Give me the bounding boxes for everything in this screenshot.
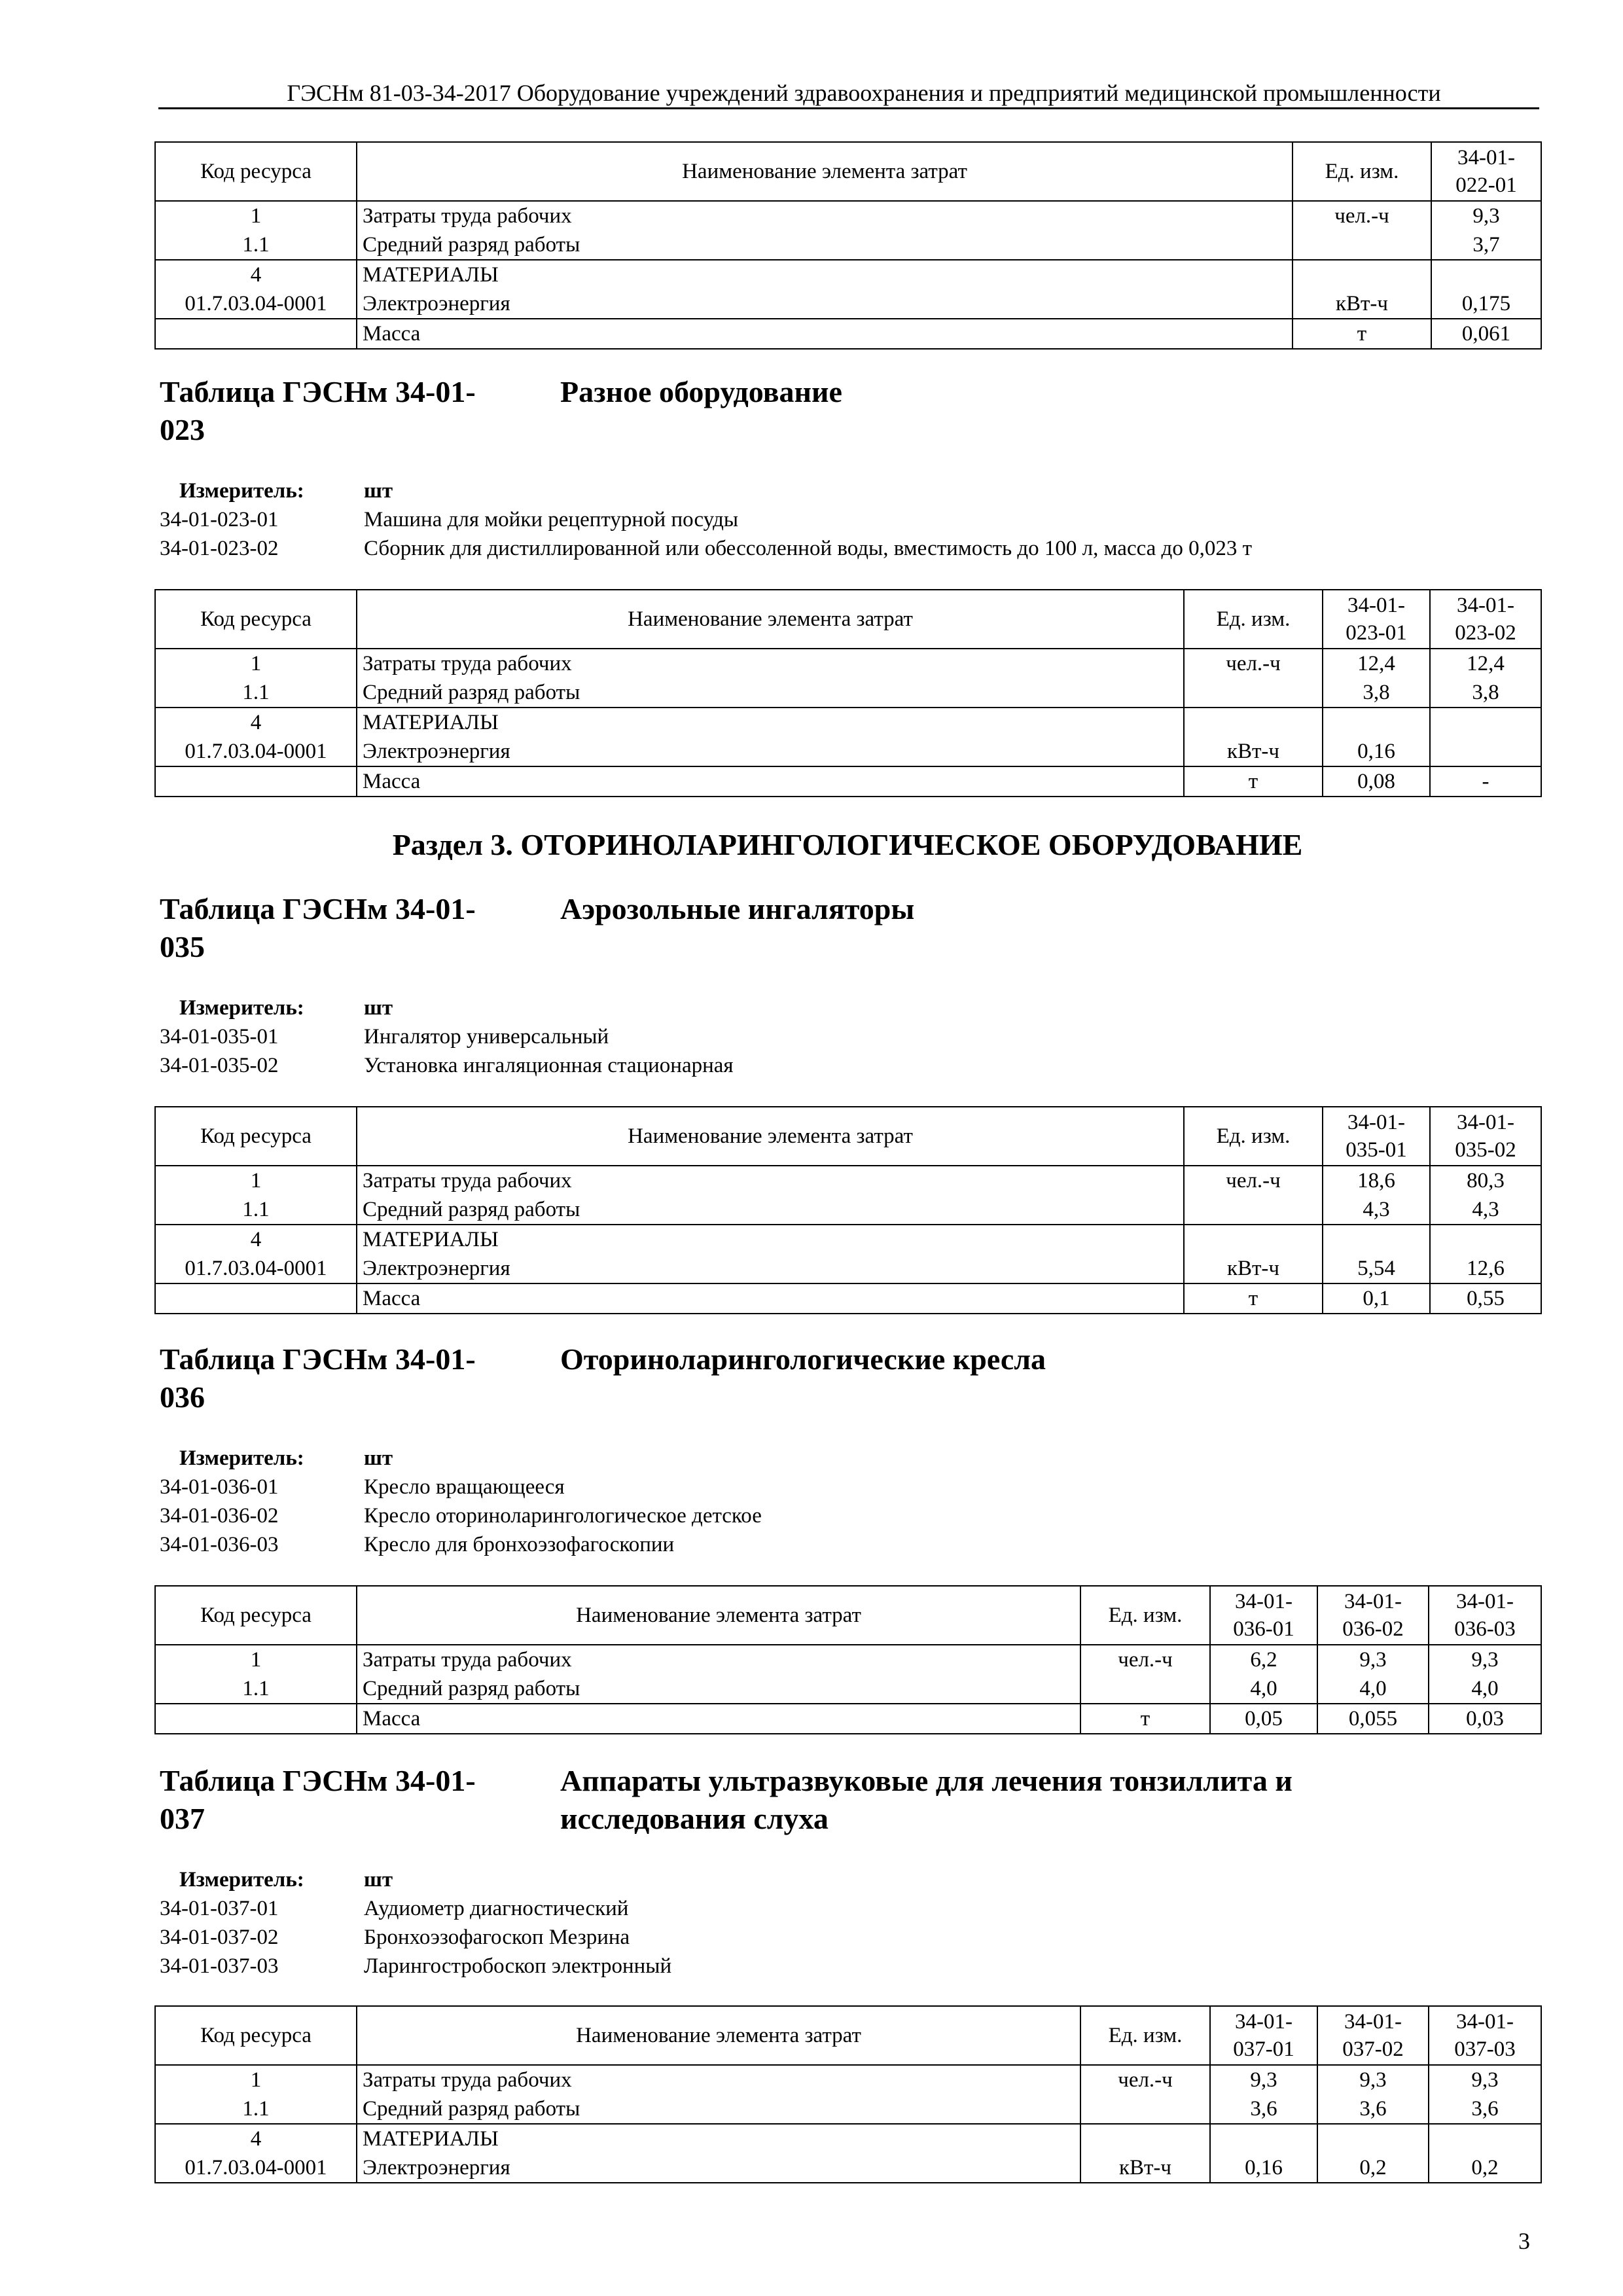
- cell-unit: т: [1184, 766, 1323, 797]
- col-header-name: Наименование элемента затрат: [357, 1107, 1184, 1166]
- col-header-norm: 34-01- 035-02: [1430, 1107, 1541, 1166]
- measure-unit: шт: [364, 479, 393, 503]
- col-header-norm: 34-01- 036-03: [1429, 1586, 1541, 1645]
- item-text: Аудиометр диагностический: [364, 1897, 629, 1920]
- cell-value: 4,0: [1317, 1674, 1429, 1704]
- cell-unit: [1184, 678, 1323, 708]
- cost-table-023: [154, 589, 1542, 797]
- cell-value: 12,4: [1430, 649, 1541, 678]
- cell-name: Средний разряд работы: [357, 1674, 1080, 1704]
- cell-code: 1: [155, 2065, 357, 2094]
- cell-value: 3,6: [1317, 2094, 1429, 2124]
- item-text: Установка ингаляционная стационарная: [364, 1054, 734, 1077]
- cell-code: [155, 1704, 357, 1734]
- cell-value: 12,6: [1430, 1254, 1541, 1283]
- header-rule: [158, 107, 1539, 109]
- cell-value: 9,3: [1429, 2065, 1541, 2094]
- cell-code: 4: [155, 2124, 357, 2153]
- measure-label: Измеритель:: [179, 479, 304, 503]
- page-header-title: ГЭСНм 81-03-34-2017 Оборудование учреждений здравоохранения и предприятий медицинской промышленности: [287, 80, 1441, 106]
- table-name-037: Аппараты ультразвуковые для лечения тонзиллита и исследования слуха: [560, 1764, 1293, 1835]
- cell-value: 9,3: [1429, 1645, 1541, 1674]
- cell-code: 1: [155, 1645, 357, 1674]
- col-header-norm: 34-01- 037-03: [1429, 2006, 1541, 2065]
- cell-name: Масса: [357, 1704, 1080, 1734]
- cell-value: 4,0: [1210, 1674, 1317, 1704]
- table-name-035: Аэрозольные ингаляторы: [560, 892, 915, 925]
- cell-value: 9,3: [1210, 2065, 1317, 2094]
- cell-code: [155, 1283, 357, 1314]
- cell-unit: чел.-ч: [1080, 1645, 1210, 1674]
- col-header-unit: Ед. изм.: [1293, 142, 1431, 201]
- cell-value: [1323, 1225, 1430, 1254]
- cell-code: 01.7.03.04-0001: [155, 289, 357, 319]
- table-row: [155, 678, 1541, 708]
- item-text: Машина для мойки рецептурной посуды: [364, 508, 739, 531]
- table-row: [155, 1283, 1541, 1314]
- table-row: [155, 201, 1541, 230]
- cell-name: МАТЕРИАЛЫ: [357, 2124, 1080, 2153]
- cost-table-037: [154, 2005, 1542, 2183]
- table-row: [155, 1704, 1541, 1734]
- table-row: [155, 289, 1541, 319]
- cell-name: Масса: [357, 319, 1293, 349]
- cell-unit: [1080, 2124, 1210, 2153]
- col-header-code: Код ресурса: [155, 2006, 357, 2065]
- cell-code: 1.1: [155, 678, 357, 708]
- table-name-023: Разное оборудование: [560, 375, 842, 408]
- cell-value: 3,7: [1431, 230, 1541, 260]
- table-row: [155, 766, 1541, 797]
- item-text: Бронхоэзофагоскоп Мезрина: [364, 1926, 630, 1949]
- item-text: Кресло для бронхоэзофагоскопии: [364, 1533, 675, 1556]
- cell-code: 1: [155, 201, 357, 230]
- col-header-unit: Ед. изм.: [1184, 1107, 1323, 1166]
- cell-value: 0,2: [1429, 2153, 1541, 2183]
- cell-name: Затраты труда рабочих: [357, 1645, 1080, 1674]
- cell-name: МАТЕРИАЛЫ: [357, 260, 1293, 289]
- cell-value: 0,03: [1429, 1704, 1541, 1734]
- cell-code: 4: [155, 260, 357, 289]
- item-code: 34-01-035-01: [160, 1025, 279, 1049]
- cell-unit: т: [1293, 319, 1431, 349]
- cell-unit: чел.-ч: [1184, 649, 1323, 678]
- table-row: [155, 1166, 1541, 1195]
- cell-value: [1210, 2124, 1317, 2153]
- cost-table-022: [154, 141, 1542, 350]
- cell-value: [1430, 708, 1541, 737]
- item-text: Ларингостробоскоп электронный: [364, 1954, 672, 1978]
- cell-name: Затраты труда рабочих: [357, 201, 1293, 230]
- cell-value: [1430, 737, 1541, 766]
- table-row: [155, 319, 1541, 349]
- cell-name: Электроэнергия: [357, 2153, 1080, 2183]
- col-header-name: Наименование элемента затрат: [357, 142, 1293, 201]
- cell-unit: кВт-ч: [1184, 737, 1323, 766]
- item-code: 34-01-037-01: [160, 1897, 279, 1920]
- cell-name: Электроэнергия: [357, 1254, 1184, 1283]
- cell-unit: [1293, 230, 1431, 260]
- table-row: [155, 1674, 1541, 1704]
- cell-value: 4,0: [1429, 1674, 1541, 1704]
- col-header-norm: 34-01- 036-01: [1210, 1586, 1317, 1645]
- cell-name: МАТЕРИАЛЫ: [357, 1225, 1184, 1254]
- table-row: [155, 737, 1541, 766]
- col-header-norm: 34-01- 036-02: [1317, 1586, 1429, 1645]
- cell-value: 12,4: [1323, 649, 1430, 678]
- item-text: Кресло вращающееся: [364, 1475, 565, 1499]
- item-code: 34-01-036-01: [160, 1475, 279, 1499]
- measure-label: Измеритель:: [179, 1868, 304, 1892]
- cell-unit: кВт-ч: [1293, 289, 1431, 319]
- col-header-code: Код ресурса: [155, 590, 357, 649]
- cell-code: 1: [155, 649, 357, 678]
- cell-value: 4,3: [1430, 1195, 1541, 1225]
- table-row: [155, 2153, 1541, 2183]
- measure-unit: шт: [364, 1446, 393, 1470]
- table-label-036: Таблица ГЭСНм 34-01- 036: [160, 1342, 476, 1414]
- cell-unit: [1184, 1225, 1323, 1254]
- cell-value: 3,8: [1430, 678, 1541, 708]
- item-code: 34-01-036-02: [160, 1504, 279, 1528]
- cell-code: 1.1: [155, 1674, 357, 1704]
- cell-value: 0,061: [1431, 319, 1541, 349]
- item-text: Ингалятор универсальный: [364, 1025, 609, 1049]
- col-header-unit: Ед. изм.: [1080, 1586, 1210, 1645]
- cell-unit: чел.-ч: [1080, 2065, 1210, 2094]
- col-header-norm: 34-01- 035-01: [1323, 1107, 1430, 1166]
- cost-table-036: [154, 1585, 1542, 1734]
- item-code: 34-01-023-02: [160, 537, 279, 560]
- item-code: 34-01-023-01: [160, 508, 279, 531]
- col-header-name: Наименование элемента затрат: [357, 590, 1184, 649]
- cell-name: Электроэнергия: [357, 737, 1184, 766]
- cell-value: 0,08: [1323, 766, 1430, 797]
- col-header-norm: 34-01- 023-02: [1430, 590, 1541, 649]
- cell-value: 9,3: [1317, 1645, 1429, 1674]
- cell-unit: чел.-ч: [1184, 1166, 1323, 1195]
- cell-name: Затраты труда рабочих: [357, 2065, 1080, 2094]
- cell-value: 0,16: [1323, 737, 1430, 766]
- table-label-023: Таблица ГЭСНм 34-01- 023: [160, 375, 476, 446]
- measure-label: Измеритель:: [179, 996, 304, 1020]
- table-row: [155, 1645, 1541, 1674]
- cell-name: Средний разряд работы: [357, 678, 1184, 708]
- cell-code: 01.7.03.04-0001: [155, 737, 357, 766]
- cell-value: 9,3: [1317, 2065, 1429, 2094]
- cell-value: 9,3: [1431, 201, 1541, 230]
- col-header-norm: 34-01- 022-01: [1431, 142, 1541, 201]
- cell-code: 4: [155, 1225, 357, 1254]
- cell-value: 5,54: [1323, 1254, 1430, 1283]
- col-header-code: Код ресурса: [155, 1586, 357, 1645]
- item-text: Сборник для дистиллированной или обессоленной воды, вместимость до 100 л, масса до 0,023 т: [364, 537, 1253, 560]
- item-code: 34-01-037-03: [160, 1954, 279, 1978]
- cell-code: 1: [155, 1166, 357, 1195]
- cell-value: 80,3: [1430, 1166, 1541, 1195]
- measure-unit: шт: [364, 996, 393, 1020]
- table-label-035: Таблица ГЭСНм 34-01- 035: [160, 892, 476, 963]
- col-header-norm: 34-01- 037-02: [1317, 2006, 1429, 2065]
- cell-name: Масса: [357, 1283, 1184, 1314]
- table-row: [155, 649, 1541, 678]
- cell-name: Электроэнергия: [357, 289, 1293, 319]
- cell-value: 0,1: [1323, 1283, 1430, 1314]
- cell-value: 0,05: [1210, 1704, 1317, 1734]
- cell-value: -: [1430, 766, 1541, 797]
- table-row: [155, 2094, 1541, 2124]
- cell-value: 3,6: [1429, 2094, 1541, 2124]
- cell-value: 18,6: [1323, 1166, 1430, 1195]
- item-code: 34-01-037-02: [160, 1926, 279, 1949]
- measure-unit: шт: [364, 1868, 393, 1892]
- cell-unit: [1293, 260, 1431, 289]
- table-label-037: Таблица ГЭСНм 34-01- 037: [160, 1764, 476, 1835]
- table-name-036: Оториноларингологические кресла: [560, 1342, 1046, 1376]
- col-header-unit: Ед. изм.: [1184, 590, 1323, 649]
- cell-name: Масса: [357, 766, 1184, 797]
- table-row: [155, 260, 1541, 289]
- cell-code: 4: [155, 708, 357, 737]
- col-header-name: Наименование элемента затрат: [357, 2006, 1080, 2065]
- col-header-name: Наименование элемента затрат: [357, 1586, 1080, 1645]
- table-row: [155, 230, 1541, 260]
- cell-name: Средний разряд работы: [357, 230, 1293, 260]
- cell-code: 01.7.03.04-0001: [155, 2153, 357, 2183]
- measure-label: Измеритель:: [179, 1446, 304, 1470]
- cell-unit: [1080, 1674, 1210, 1704]
- cell-value: [1430, 1225, 1541, 1254]
- col-header-code: Код ресурса: [155, 1107, 357, 1166]
- cell-code: 1.1: [155, 1195, 357, 1225]
- item-code: 34-01-035-02: [160, 1054, 279, 1077]
- cell-code: 1.1: [155, 230, 357, 260]
- cell-value: 3,8: [1323, 678, 1430, 708]
- cell-code: 01.7.03.04-0001: [155, 1254, 357, 1283]
- section-3-title: Раздел 3. ОТОРИНОЛАРИНГОЛОГИЧЕСКОЕ ОБОРУДОВАНИЕ: [392, 828, 1303, 861]
- cell-unit: т: [1184, 1283, 1323, 1314]
- table-row: [155, 2065, 1541, 2094]
- cell-value: 0,16: [1210, 2153, 1317, 2183]
- item-code: 34-01-036-03: [160, 1533, 279, 1556]
- col-header-unit: Ед. изм.: [1080, 2006, 1210, 2065]
- cell-name: Затраты труда рабочих: [357, 1166, 1184, 1195]
- cell-value: [1429, 2124, 1541, 2153]
- cell-code: [155, 766, 357, 797]
- cell-value: 0,2: [1317, 2153, 1429, 2183]
- cell-value: 0,055: [1317, 1704, 1429, 1734]
- cell-unit: т: [1080, 1704, 1210, 1734]
- page-number: 3: [1518, 2228, 1530, 2254]
- table-row: [155, 2124, 1541, 2153]
- cell-code: [155, 319, 357, 349]
- cell-name: Средний разряд работы: [357, 2094, 1080, 2124]
- cell-value: 6,2: [1210, 1645, 1317, 1674]
- cell-value: [1317, 2124, 1429, 2153]
- cell-name: Средний разряд работы: [357, 1195, 1184, 1225]
- table-row: [155, 1195, 1541, 1225]
- cell-value: 4,3: [1323, 1195, 1430, 1225]
- cell-value: 0,55: [1430, 1283, 1541, 1314]
- cell-unit: чел.-ч: [1293, 201, 1431, 230]
- col-header-norm: 34-01- 023-01: [1323, 590, 1430, 649]
- item-text: Кресло оториноларингологическое детское: [364, 1504, 762, 1528]
- cell-unit: [1184, 708, 1323, 737]
- cell-value: 0,175: [1431, 289, 1541, 319]
- cell-value: [1431, 260, 1541, 289]
- table-row: [155, 708, 1541, 737]
- cell-value: [1323, 708, 1430, 737]
- cost-table-035: [154, 1106, 1542, 1314]
- cell-unit: [1184, 1195, 1323, 1225]
- cell-name: Затраты труда рабочих: [357, 649, 1184, 678]
- cell-name: МАТЕРИАЛЫ: [357, 708, 1184, 737]
- cell-value: 3,6: [1210, 2094, 1317, 2124]
- col-header-code: Код ресурса: [155, 142, 357, 201]
- cell-unit: кВт-ч: [1184, 1254, 1323, 1283]
- table-row: [155, 1225, 1541, 1254]
- cell-code: 1.1: [155, 2094, 357, 2124]
- table-row: [155, 1254, 1541, 1283]
- col-header-norm: 34-01- 037-01: [1210, 2006, 1317, 2065]
- cell-unit: [1080, 2094, 1210, 2124]
- cell-unit: кВт-ч: [1080, 2153, 1210, 2183]
